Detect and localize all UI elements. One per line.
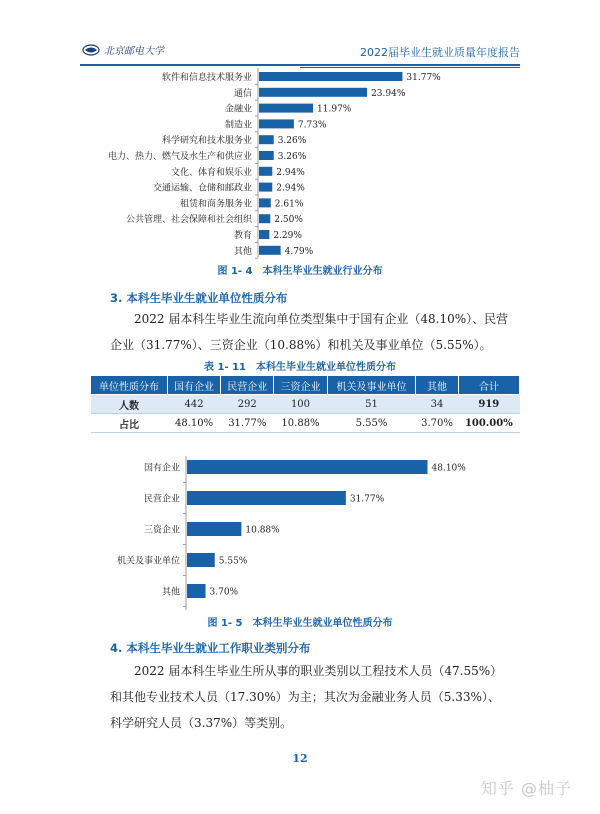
value-label: 2.61% [274,199,304,210]
table-header-cell: 合计 [458,376,519,395]
value-label: 11.97% [317,104,352,115]
table-header-cell: 单位性质分布 [91,376,168,395]
bar [187,460,428,474]
table-header-row [91,376,520,395]
bar [259,135,274,144]
bar [259,246,281,255]
category-label: 公共管理、社会保障和社会组织 [125,215,252,226]
category-label: 交通运输、仓储和邮政业 [152,183,252,194]
category-label: 金融业 [224,104,252,115]
logo-text: 北京邮电大学 [104,46,164,57]
value-label: 2.29% [273,231,302,241]
table-cell: 31.77% [221,414,274,433]
table-header-cell: 国有企业 [167,376,220,395]
bar [259,151,274,160]
bar [187,553,215,567]
university-logo [82,42,164,57]
category-label: 软件和信息技术服务业 [161,73,252,83]
table-cell: 100.00% [458,414,519,433]
section-3-paragraph: 2022 届本科生毕业生流向单位类型集中于国有企业（48.10%）、民营企业（31.77%）、三资企业（10.88%）和机关及事业单位（5.55%）。 [110,312,509,352]
value-label: 3.70% [209,587,239,598]
value-label: 7.73% [297,120,327,131]
bar [259,167,272,176]
table-cell: 人数 [91,395,168,414]
page-header [80,42,520,66]
value-label: 23.94% [371,88,406,99]
header-divider [80,64,520,66]
table-header-cell: 三资企业 [274,376,327,395]
bar [187,522,241,536]
section-4-title: 4. 本科生毕业生就业工作职业类别分布 [110,641,311,655]
category-label: 其他 [161,587,180,598]
table-cell: 占比 [91,414,168,433]
table-cell: 51 [327,395,416,414]
table-cell: 3.70% [416,414,458,433]
table-cell: 34 [416,395,458,414]
watermark: 知乎 @柚子 [480,779,572,798]
value-label: 10.88% [245,525,280,536]
value-label: 2.94% [276,183,305,194]
category-label: 制造业 [224,120,252,131]
industry-distribution-chart [0,68,600,260]
table-1-11-caption: 表 1- 11 本科生毕业生就业单位性质分布 [204,362,396,373]
category-label: 国有企业 [143,463,180,474]
category-label: 机关及事业单位 [116,556,180,567]
table-cell: 48.10% [167,414,220,433]
bar [259,104,313,113]
category-label: 租赁和商务服务业 [179,199,252,210]
value-label: 5.55% [218,556,248,567]
value-label: 3.26% [277,152,307,162]
figure-1-4-caption: 图 1- 4 本科生毕业生就业行业分布 [217,266,383,277]
page-number: 12 [292,752,308,765]
bar [259,198,271,207]
table-cell: 10.88% [274,414,327,433]
category-label: 电力、热力、燃气及水生产和供应业 [107,152,252,162]
report-title: 2022届毕业生就业质量年度报告 [360,46,520,59]
value-label: 2.94% [276,167,305,178]
bar [259,72,402,81]
section-3-title: 3. 本科生毕业生就业单位性质分布 [110,291,288,305]
value-label: 31.77% [349,494,385,505]
bar [259,88,367,97]
category-label: 三资企业 [143,525,180,536]
table-cell: 919 [458,395,519,414]
table-cell: 442 [167,395,220,414]
value-label: 4.79% [284,246,314,257]
category-label: 民营企业 [143,494,180,505]
table-row [91,395,520,414]
employer-type-chart [0,448,600,610]
section-4-paragraph: 2022 届本科生毕业生所从事的职业类别以工程技术人员（47.55%）和其他专业技术人员（17.30%）为主；其次为金融业务人员（5.33%）、科学研究人员（3.37%）等类别。 [110,664,503,730]
university-emblem-icon [82,44,100,56]
table-header-cell: 民营企业 [221,376,274,395]
value-label: 2.50% [274,215,303,226]
table-cell: 5.55% [327,414,416,433]
table-cell: 292 [221,395,274,414]
bar [187,584,206,598]
table-row [91,414,520,433]
value-label: 48.10% [431,463,466,474]
bar [187,491,346,505]
table-header-cell: 其他 [416,376,458,395]
value-label: 3.26% [277,136,307,147]
bar [259,214,270,223]
value-label: 31.77% [406,73,441,83]
bar [259,183,272,192]
table-header-cell: 机关及事业单位 [327,376,416,395]
bar [259,230,269,239]
figure-1-5-caption: 图 1- 5 本科生毕业生就业单位性质分布 [207,618,393,629]
category-label: 通信 [233,88,252,99]
bar [259,119,294,128]
category-label: 科学研究和技术服务业 [161,136,252,147]
employer-type-table [90,375,520,433]
category-label: 文化、体育和娱乐业 [170,167,252,178]
category-label: 其他 [233,246,252,257]
table-cell: 100 [274,395,327,414]
category-label: 教育 [233,231,252,241]
